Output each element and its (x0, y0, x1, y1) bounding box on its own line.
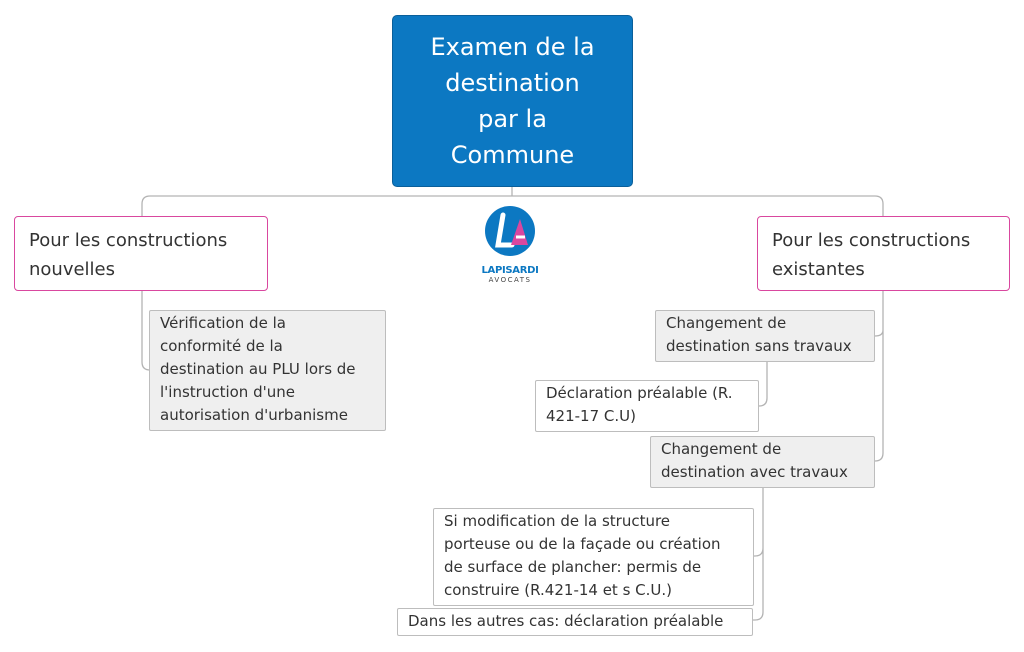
topic-plu-verification[interactable]: Vérification de la conformité de la destination au PLU lors de l'instruction d'une autorisation d'urbanisme (149, 310, 386, 431)
branch-new-constructions[interactable]: Pour les constructions nouvelles (14, 216, 268, 291)
topic-change-with-works[interactable]: Changement de destination avec travaux (650, 436, 875, 488)
topic-change-without-works[interactable]: Changement de destination sans travaux (655, 310, 875, 362)
la-monogram-logo (470, 205, 550, 265)
company-logo (470, 205, 550, 290)
logo-name: LAPISARDI (481, 265, 539, 276)
topic-building-permit[interactable]: Si modification de la structure porteuse ou de la façade ou création de surface de plancher: permis de construire (R.421-14 et s C.U.) (433, 508, 754, 606)
topic-other-cases-declaration[interactable]: Dans les autres cas: déclaration préalable (397, 608, 753, 636)
logo-subtitle: AVOCATS (488, 276, 532, 284)
topic-prior-declaration[interactable]: Déclaration préalable (R. 421-17 C.U) (535, 380, 759, 432)
central-topic[interactable]: Examen de la destination par la Commune (392, 15, 633, 187)
branch-existing-constructions[interactable]: Pour les constructions existantes (757, 216, 1010, 291)
